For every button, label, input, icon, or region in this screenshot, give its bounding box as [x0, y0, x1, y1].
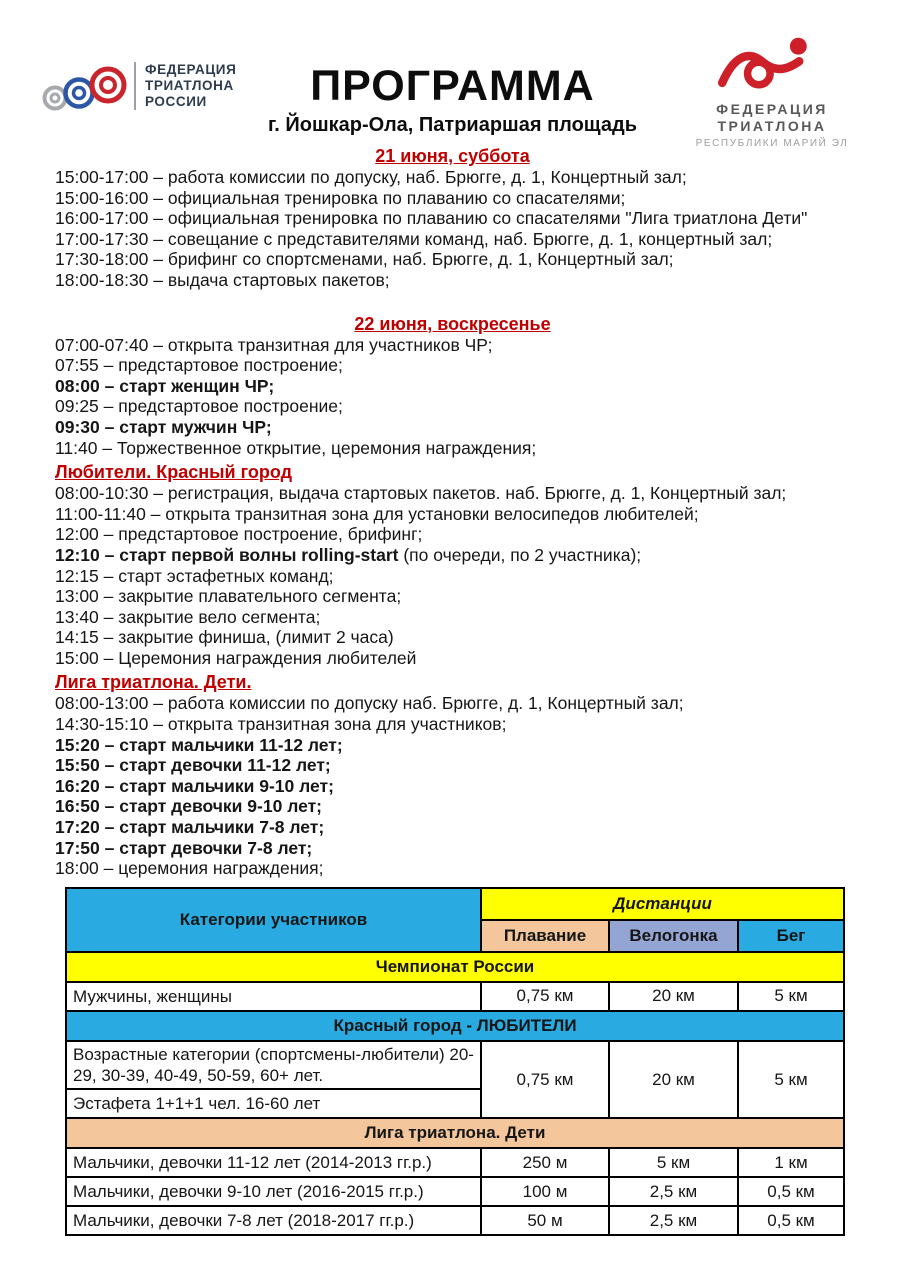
- schedule-line-text: 17:20 – старт мальчики 7-8 лет;: [55, 817, 325, 838]
- schedule-line: [55, 208, 850, 229]
- schedule-line-text: 12:10 – старт первой волны rolling-start: [55, 544, 399, 565]
- group-title: Лига триатлона. Дети: [66, 1118, 844, 1148]
- schedule-line-text: 11:40 – Торжественное открытие, церемония награждения;: [55, 437, 537, 458]
- schedule-section: [55, 313, 850, 459]
- schedule-line-text: 09:25 – предстартовое построение;: [55, 396, 343, 417]
- schedule-line-text: 08:00 – старт женщин ЧР;: [55, 375, 275, 396]
- distance-cell: 20 км: [609, 982, 738, 1011]
- schedule-line: [55, 504, 850, 525]
- olympic-rings-icon: [42, 60, 128, 118]
- distance-cell: 5 км: [609, 1148, 738, 1177]
- schedule-line-text: 15:50 – старт девочки 11-12 лет;: [55, 755, 331, 776]
- schedule-line-text: 14:30-15:10 – открыта транзитная зона для участников;: [55, 714, 507, 735]
- schedule-line: [55, 396, 850, 417]
- page-title: ПРОГРАММА: [310, 62, 595, 110]
- schedule-line-text: 09:30 – старт мужчин ЧР;: [55, 416, 272, 437]
- content: [0, 145, 905, 1236]
- schedule-line: [55, 524, 850, 545]
- schedule-line-text: 16:20 – старт мальчики 9-10 лет;: [55, 775, 334, 796]
- group-title: Чемпионат России: [66, 952, 844, 982]
- category-cell: Мужчины, женщины: [66, 982, 481, 1011]
- schedule-line: [55, 438, 850, 459]
- schedule-line-text: 18:00 – церемония награждения;: [55, 858, 324, 879]
- section-heading: [55, 313, 850, 335]
- column-header: Плавание: [481, 920, 609, 952]
- schedule-line: [55, 417, 850, 438]
- schedule-line-text: 15:00-16:00 – официальная тренировка по плаванию со спасателями;: [55, 187, 626, 208]
- schedule-line: [55, 483, 850, 504]
- column-header: Бег: [738, 920, 844, 952]
- section-heading: [55, 461, 850, 483]
- logo-text-line: ТРИАТЛОНА: [717, 117, 827, 134]
- distance-cell: 2,5 км: [609, 1206, 738, 1235]
- schedule-section: [55, 145, 850, 291]
- schedule-line-text: 08:00-10:30 – регистрация, выдача стартовых пакетов. наб. Брюгге, д. 1, Концертный зал;: [55, 483, 787, 504]
- schedule-line: [55, 776, 850, 797]
- schedule-line: [55, 355, 850, 376]
- category-cell: Мальчики, девочки 7-8 лет (2018-2017 гг.р.): [66, 1206, 481, 1235]
- schedule-line: [55, 586, 850, 607]
- section-heading-text: 21 июня, суббота: [375, 146, 530, 166]
- section-heading-text: Любители. Красный город: [55, 462, 293, 483]
- distance-table-body: [66, 888, 844, 1236]
- distance-cell: 0,5 км: [738, 1177, 844, 1206]
- distance-cell: 0,75 км: [481, 982, 609, 1011]
- schedule-line: [55, 566, 850, 587]
- distance-cell: 250 м: [481, 1148, 609, 1177]
- schedule-line-text: 13:00 – закрытие плавательного сегмента;: [55, 586, 402, 607]
- category-cell: Мальчики, девочки 11-12 лет (2014-2013 гг.р.): [66, 1148, 481, 1177]
- schedule-line-text: 15:00-17:00 – работа комиссии по допуску, наб. Брюгге, д. 1, Концертный зал;: [55, 167, 687, 187]
- schedule-line-text: 16:50 – старт девочки 9-10 лет;: [55, 796, 322, 817]
- schedule-line: [55, 796, 850, 817]
- schedule-line: [55, 858, 850, 879]
- schedule-line-text: 12:00 – предстартовое построение, брифинг;: [55, 524, 423, 545]
- distance-cell: 5 км: [738, 1041, 844, 1119]
- table-header-row: [66, 888, 844, 920]
- logo-divider: [134, 62, 136, 110]
- schedule-line-text: 17:30-18:00 – брифинг со спортсменами, наб. Брюгге, д. 1, Концертный зал;: [55, 249, 674, 270]
- distance-table: [65, 887, 845, 1237]
- schedule-line-suffix: (по очереди, по 2 участника);: [398, 544, 642, 565]
- schedule-line: [55, 755, 850, 776]
- category-cell: Возрастные категории (спортсмены-любители) 20-29, 30-39, 40-49, 50-59, 60+ лет.: [66, 1041, 481, 1090]
- group-title-row: [66, 1011, 844, 1041]
- schedule-line-text: 17:00-17:30 – совещание с представителями команд, наб. Брюгге, д. 1, концертный зал;: [55, 228, 773, 249]
- table-row: [66, 1206, 844, 1235]
- schedule-line-text: 07:00-07:40 – открыта транзитная для участников ЧР;: [55, 334, 493, 355]
- group-title: Красный город - ЛЮБИТЕЛИ: [66, 1011, 844, 1041]
- schedule-line-text: 12:15 – старт эстафетных команд;: [55, 565, 334, 586]
- triathlon-mari-el-logo: [677, 34, 867, 149]
- schedule-line-text: 11:00-11:40 – открыта транзитная зона для установки велосипедов любителей;: [55, 503, 699, 524]
- logo-text: [145, 60, 236, 110]
- distance-cell: 1 км: [738, 1148, 844, 1177]
- schedule-line: [55, 714, 850, 735]
- schedule-line-text: 18:00-18:30 – выдача стартовых пакетов;: [55, 269, 390, 290]
- category-cell: Эстафета 1+1+1 чел. 16-60 лет: [66, 1089, 481, 1118]
- group-title-row: [66, 1118, 844, 1148]
- distance-cell: 2,5 км: [609, 1177, 738, 1206]
- schedule-line: [55, 249, 850, 270]
- schedule-line: [55, 229, 850, 250]
- logo-text-line: РЕСПУБЛИКИ МАРИЙ ЭЛ: [695, 137, 849, 149]
- table-row: [66, 1177, 844, 1206]
- distance-cell: 0,75 км: [481, 1041, 609, 1119]
- schedule-line: [55, 817, 850, 838]
- schedule-line: [55, 627, 850, 648]
- page-subtitle: г. Йошкар-Ола, Патриаршая площадь: [267, 114, 638, 136]
- schedule-line-text: 15:00 – Церемония награждения любителей: [55, 647, 417, 668]
- logo-text-line: ФЕДЕРАЦИЯ: [716, 101, 828, 117]
- schedule-line: [55, 270, 850, 291]
- schedule-line: [55, 693, 850, 714]
- schedule: [55, 145, 850, 879]
- schedule-line: [55, 335, 850, 356]
- swimmer-icon: [712, 34, 832, 96]
- logo-text-line: РОССИИ: [145, 93, 207, 109]
- schedule-line-text: 07:55 – предстартовое построение;: [55, 355, 343, 376]
- schedule-section: [55, 461, 850, 668]
- section-heading-text: Лига триатлона. Дети.: [55, 672, 252, 693]
- schedule-line: [55, 838, 850, 859]
- distance-cell: 0,5 км: [738, 1206, 844, 1235]
- schedule-line: [55, 376, 850, 397]
- schedule-line: [55, 167, 850, 188]
- schedule-line-text: 16:00-17:00 – официальная тренировка по плаванию со спасателями "Лига триатлона Дети": [55, 208, 808, 229]
- schedule-line: [55, 735, 850, 756]
- table-row: [66, 982, 844, 1011]
- triathlon-russia-logo: [42, 60, 236, 118]
- schedule-line: [55, 188, 850, 209]
- group-title-row: [66, 952, 844, 982]
- table-header-categories: Категории участников: [66, 888, 481, 952]
- table-header-distances: Дистанции: [481, 888, 844, 920]
- schedule-line-text: 14:15 – закрытие финиша, (лимит 2 часа): [55, 627, 394, 648]
- schedule-line-text: 15:20 – старт мальчики 11-12 лет;: [55, 734, 343, 755]
- schedule-line-text: 13:40 – закрытие вело сегмента;: [55, 606, 321, 627]
- schedule-line: [55, 607, 850, 628]
- category-cell: Мальчики, девочки 9-10 лет (2016-2015 гг.р.): [66, 1177, 481, 1206]
- schedule-line: [55, 545, 850, 566]
- schedule-line-text: 08:00-13:00 – работа комиссии по допуску наб. Брюгге, д. 1, Концертный зал;: [55, 693, 684, 714]
- section-heading-text: 22 июня, воскресенье: [354, 313, 551, 334]
- section-heading: [55, 671, 850, 693]
- distance-cell: 50 м: [481, 1206, 609, 1235]
- schedule-section: [55, 671, 850, 878]
- column-header: Велогонка: [609, 920, 738, 952]
- table-row: [66, 1041, 844, 1090]
- table-row: [66, 1148, 844, 1177]
- distance-cell: 20 км: [609, 1041, 738, 1119]
- logo-text-line: ФЕДЕРАЦИЯ: [145, 62, 237, 77]
- distance-cell: 5 км: [738, 982, 844, 1011]
- logo-text-line: ТРИАТЛОНА: [145, 77, 234, 93]
- schedule-line: [55, 648, 850, 669]
- distance-cell: 100 м: [481, 1177, 609, 1206]
- schedule-line-text: 17:50 – старт девочки 7-8 лет;: [55, 837, 313, 858]
